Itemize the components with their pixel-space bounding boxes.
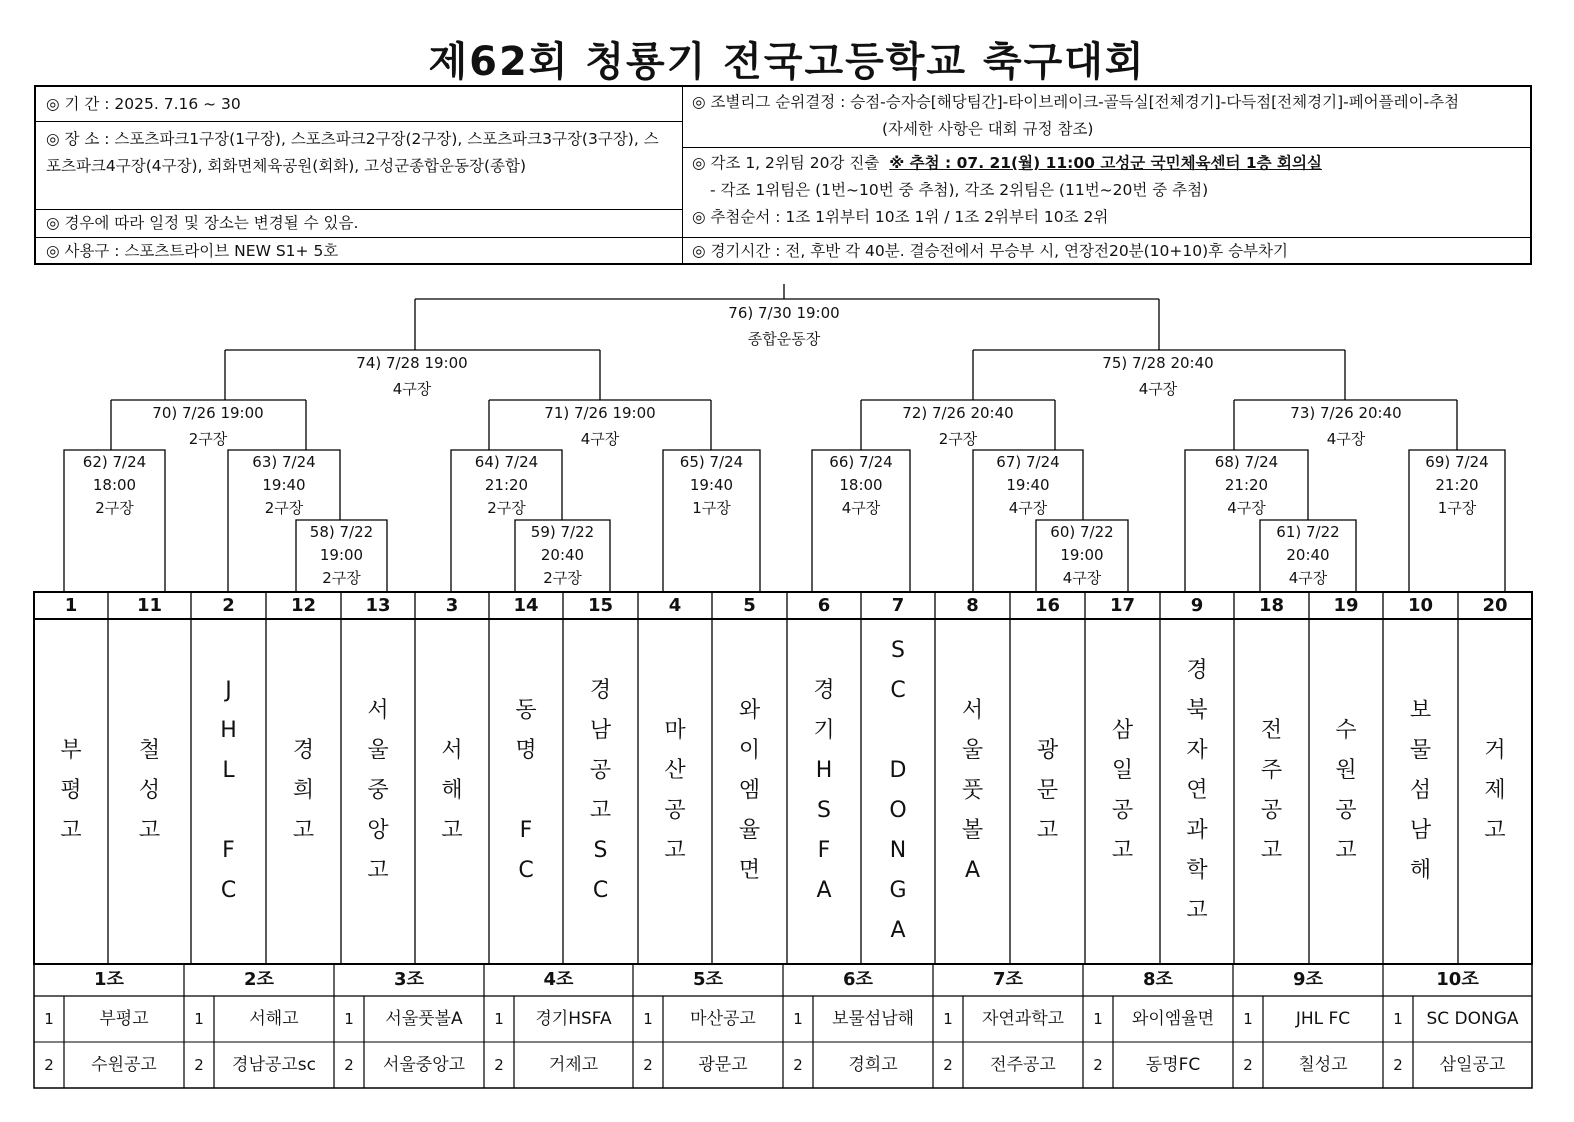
match-label: 63) 7/24: [252, 453, 316, 471]
group-second-team: 칠성고: [1298, 1055, 1348, 1075]
group-first-team: 자연과학고: [981, 1009, 1065, 1029]
seed-number: 10: [1407, 595, 1434, 616]
seed-number: 4: [668, 595, 682, 616]
advance-text: ◎ 각조 1, 2위팀 20강 진출: [692, 154, 880, 172]
venue-label: 1구장: [1437, 499, 1477, 517]
group-rank: 2: [1393, 1056, 1403, 1074]
group-second-team: 경남공고sc: [232, 1055, 316, 1075]
venue-label: 4구장: [1227, 499, 1266, 517]
group-second-team: 서울중앙고: [382, 1055, 466, 1075]
group-name: 9조: [1293, 969, 1323, 990]
group-second-team: 전주공고: [990, 1055, 1056, 1075]
match-59-label: [515, 521, 610, 590]
team-name: 서 해 고: [441, 738, 463, 843]
match-label: 74) 7/28 19:00: [356, 354, 468, 372]
team-name: J H L F C: [220, 678, 237, 903]
venue-label: 2구장: [322, 569, 361, 587]
seed-number: 8: [966, 595, 979, 616]
match-73-label: [1246, 400, 1446, 452]
group-rank: 1: [1393, 1010, 1403, 1028]
seed-number: 5: [743, 595, 756, 616]
team-name: S C D O N G A: [889, 638, 907, 943]
group-rank: 1: [194, 1010, 204, 1028]
seed-number: 15: [587, 595, 614, 616]
team-name: 삼 일 공 고: [1111, 718, 1134, 863]
time-label: 21:20: [1435, 476, 1479, 494]
match-72-label: [858, 400, 1058, 452]
match-label: 71) 7/26 19:00: [544, 404, 656, 422]
group-first-team: 와이엠율면: [1131, 1009, 1215, 1029]
time-label: 21:20: [1224, 476, 1269, 494]
group-first-team: 보물섬남해: [831, 1009, 915, 1029]
match-62-label: [64, 451, 165, 520]
group-first-team: 서울풋볼A: [385, 1009, 463, 1029]
group-rank: 1: [643, 1010, 653, 1028]
group-rank: 1: [44, 1010, 54, 1028]
time-label: 18:00: [839, 476, 883, 494]
seed-number: 19: [1333, 595, 1359, 616]
group-rank: 2: [793, 1056, 803, 1074]
venue-label: 2구장: [188, 430, 228, 448]
group-rank: 2: [943, 1056, 953, 1074]
group-second-team: 경희고: [848, 1055, 898, 1075]
advance-detail: - 각조 1위팀은 (1번~10번 중 추첨), 각조 2위팀은 (11번~20번 중 추첨): [710, 181, 1209, 199]
team-name: 경 남 공 고 S C: [589, 678, 612, 903]
time-label: 19:00: [319, 546, 364, 564]
match-label: 73) 7/26 20:40: [1290, 404, 1402, 422]
match-label: 65) 7/24: [679, 453, 744, 471]
time-label: 19:40: [262, 476, 306, 494]
time-label: 19:00: [1060, 546, 1104, 564]
match-label: 66) 7/24: [829, 453, 893, 471]
draw-info: ※ 추첨 : 07. 21(월) 11:00 고성군 국민체육센터 1층 회의실: [889, 154, 1322, 172]
final-label: [684, 300, 884, 352]
group-name: 7조: [993, 969, 1023, 990]
match-label: 76) 7/30 19:00: [728, 304, 840, 322]
match-label: 64) 7/24: [474, 453, 539, 471]
team-name: 서 울 풋 볼 A: [961, 698, 984, 883]
group-rank: 2: [1243, 1056, 1253, 1074]
seed-number: 11: [136, 595, 163, 616]
group-rank: 2: [494, 1056, 504, 1074]
group-second-team: 거제고: [548, 1055, 599, 1075]
ball-text: ◎ 사용구 : 스포츠트라이브 NEW S1+ 5호: [36, 237, 682, 265]
match-63-label: [228, 451, 340, 520]
team-name: 수 원 공 고: [1335, 718, 1357, 863]
match-75-label: [1058, 350, 1258, 402]
change-note: ◎ 경우에 따라 일정 및 장소는 변경될 수 있음.: [36, 209, 682, 237]
team-name: 철 성 고: [138, 738, 161, 843]
ranking-text: ◎ 조별리그 순위결정 : 승점-승자승[해당팀간]-타이브레이크-골득실[전체경기]-다득점[전체경기]-페어플레이-추첨: [692, 93, 1460, 111]
match-69-label: [1409, 451, 1505, 520]
group-rank: 1: [1093, 1010, 1103, 1028]
match-70-label: [108, 400, 308, 452]
group-first-team: SC DONGA: [1426, 1009, 1519, 1029]
match-time: ◎ 경기시간 : 전, 후반 각 40분. 결승전에서 무승부 시, 연장전20분(10+10)후 승부차기: [682, 237, 1530, 265]
team-name: 와 이 엠 율 면: [738, 698, 761, 883]
match-label: 69) 7/24: [1425, 453, 1489, 471]
seed-number: 1: [64, 595, 78, 616]
match-label: 59) 7/22: [530, 523, 595, 541]
group-rank: 2: [44, 1056, 54, 1074]
team-name: 거 제 고: [1484, 738, 1506, 843]
time-label: 19:40: [1006, 476, 1050, 494]
group-rank: 1: [793, 1010, 803, 1028]
group-name: 1조: [94, 969, 124, 990]
group-name: 8조: [1143, 969, 1173, 990]
team-name: 경 북 자 연 과 학 고: [1186, 658, 1208, 923]
group-rank: 1: [344, 1010, 354, 1028]
group-second-team: 수원공고: [91, 1055, 157, 1075]
seed-number: 9: [1190, 595, 1204, 616]
team-name: 전 주 공 고: [1260, 718, 1283, 863]
venue-label: 2구장: [938, 430, 978, 448]
group-name: 6조: [843, 969, 873, 990]
match-58-label: [296, 521, 387, 590]
group-name: 5조: [693, 969, 723, 990]
page-title: 제62회 청룡기 전국고등학교 축구대회: [428, 39, 1146, 85]
venue-label: 4구장: [1288, 569, 1328, 587]
venue-label: 2구장: [95, 499, 134, 517]
team-name: 서 울 중 앙 고: [367, 698, 389, 883]
seed-number: 3: [445, 595, 459, 616]
match-label: 62) 7/24: [82, 453, 147, 471]
group-rank: 2: [643, 1056, 653, 1074]
seed-number: 7: [891, 595, 905, 616]
group-rank: 1: [943, 1010, 953, 1028]
time-label: 18:00: [92, 476, 137, 494]
team-name: 경 희 고: [292, 738, 315, 843]
venue-label: 4구장: [1062, 569, 1102, 587]
time-label: 20:40: [540, 546, 585, 564]
group-name: 10조: [1436, 969, 1479, 990]
venue-label: 4구장: [392, 380, 432, 398]
match-68-label: [1185, 451, 1308, 520]
venue-label: 4구장: [1326, 430, 1366, 448]
match-61-label: [1260, 521, 1356, 590]
group-second-team: 동명FC: [1145, 1055, 1201, 1075]
seed-number: 2: [222, 595, 235, 616]
draw-order: ◎ 추첨순서 : 1조 1위부터 10조 1위 / 1조 2위부터 10조 2위: [692, 208, 1109, 226]
match-60-label: [1036, 521, 1128, 590]
team-name: 부 평 고: [60, 738, 82, 843]
seed-number: 20: [1482, 595, 1508, 616]
group-name: 2조: [244, 969, 274, 990]
group-first-team: 마산공고: [690, 1009, 756, 1029]
team-name: 광 문 고: [1036, 738, 1059, 843]
match-label: 72) 7/26 20:40: [902, 404, 1014, 422]
match-66-label: [812, 451, 910, 520]
venue-text: ◎ 장 소 : 스포츠파크1구장(1구장), 스포츠파크2구장(2구장), 스포츠파크3구장(3구장), 스포츠파크4구장(4구장), 회화면체육공원(회화), 고성군종합운동장(종합): [36, 121, 682, 209]
team-name: 보 물 섬 남 해: [1409, 698, 1432, 883]
match-65-label: [663, 451, 760, 520]
venue-label: 4구장: [580, 430, 620, 448]
time-label: 19:40: [689, 476, 734, 494]
group-rank: 2: [1093, 1056, 1103, 1074]
group-first-team: 부평고: [99, 1009, 149, 1029]
group-name: 3조: [394, 969, 424, 990]
match-label: 68) 7/24: [1214, 453, 1279, 471]
time-label: 21:20: [484, 476, 529, 494]
match-label: 61) 7/22: [1276, 523, 1340, 541]
venue-label: 2구장: [487, 499, 526, 517]
seed-number: 12: [290, 595, 317, 616]
ranking-note: (자세한 사항은 대회 규정 참조): [882, 120, 1094, 138]
seed-number: 18: [1258, 595, 1285, 616]
match-label: 58) 7/22: [309, 523, 374, 541]
venue-label: 종합운동장: [747, 330, 821, 348]
match-71-label: [500, 400, 700, 452]
group-rank: 1: [1243, 1010, 1253, 1028]
seed-number: 6: [817, 595, 831, 616]
match-74-label: [312, 350, 512, 402]
team-name: 동 명 F C: [515, 698, 537, 883]
group-second-team: 광문고: [698, 1055, 748, 1075]
group-rank: 2: [344, 1056, 354, 1074]
seed-number: 16: [1034, 595, 1061, 616]
group-name: 4조: [543, 969, 574, 990]
group-first-team: 경기HSFA: [535, 1009, 612, 1029]
venue-label: 2구장: [264, 499, 304, 517]
venue-label: 4구장: [841, 499, 881, 517]
match-64-label: [451, 451, 562, 520]
match-label: 70) 7/26 19:00: [152, 404, 264, 422]
venue-label: 2구장: [543, 569, 582, 587]
team-name: 경 기 H S F A: [813, 678, 835, 903]
seed-number: 14: [513, 595, 539, 616]
group-rank: 1: [494, 1010, 504, 1028]
group-rank: 2: [194, 1056, 204, 1074]
match-67-label: [973, 451, 1083, 520]
group-first-team: JHL FC: [1295, 1009, 1351, 1029]
venue-label: 4구장: [1138, 380, 1178, 398]
venue-label: 4구장: [1008, 499, 1048, 517]
match-label: 67) 7/24: [996, 453, 1060, 471]
seed-number: 17: [1109, 595, 1136, 616]
group-second-team: 삼일공고: [1439, 1055, 1506, 1075]
group-first-team: 서해고: [249, 1009, 299, 1029]
period-text: ◎ 기 간 : 2025. 7.16 ~ 30: [46, 95, 241, 113]
venue-label: 1구장: [692, 499, 731, 517]
seed-number: 13: [365, 595, 391, 616]
team-name: 마 산 공 고: [664, 718, 686, 863]
time-label: 20:40: [1286, 546, 1330, 564]
match-label: 60) 7/22: [1050, 523, 1114, 541]
match-label: 75) 7/28 20:40: [1102, 354, 1214, 372]
